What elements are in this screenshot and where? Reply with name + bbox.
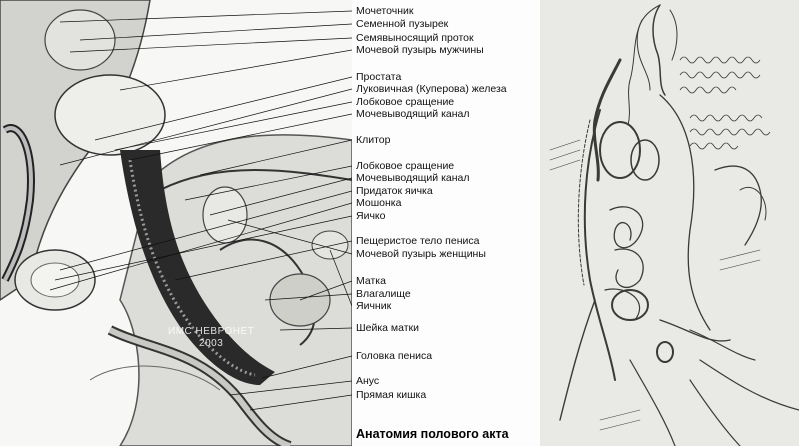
sketch-plate xyxy=(540,0,799,446)
label-testis: Яичко xyxy=(356,210,386,222)
label-cowper-gland: Луковичная (Куперова) железа xyxy=(356,83,507,95)
label-glans-penis: Головка пениса xyxy=(356,350,433,362)
label-urethra-2: Мочевыводящий канал xyxy=(356,172,470,184)
label-scrotum: Мошонка xyxy=(356,197,402,209)
label-pubic-symphysis-1: Лобковое сращение xyxy=(356,96,455,108)
label-epididymis: Придаток яичка xyxy=(356,185,433,197)
label-corpus-cavernosum: Пещеристое тело пениса xyxy=(356,235,480,247)
watermark xyxy=(168,326,254,350)
label-urethra-1: Мочевыводящий канал xyxy=(356,108,470,120)
label-female-bladder: Мочевой пузырь женщины xyxy=(356,248,486,260)
label-uterus: Матка xyxy=(356,275,386,287)
watermark-line-1: ИМС НЕВРОНЕТ xyxy=(168,326,255,337)
anatomy-illustration xyxy=(0,0,352,446)
label-male-bladder: Мочевой пузырь мужчины xyxy=(356,44,484,56)
label-vagina: Влагалище xyxy=(356,288,411,300)
label-ovary: Яичник xyxy=(356,300,392,312)
label-vas-deferens: Семявыносящий проток xyxy=(356,32,474,44)
label-seminal-vesicle: Семенной пузырек xyxy=(356,18,449,30)
label-rectum: Прямая кишка xyxy=(356,389,427,401)
label-ureter: Мочеточник xyxy=(356,5,414,17)
label-anus: Анус xyxy=(356,375,380,387)
watermark-line-2: 2003 xyxy=(199,338,224,349)
label-clitoris: Клитор xyxy=(356,134,391,146)
label-prostate: Простата xyxy=(356,71,402,83)
label-pubic-symphysis-2: Лобковое сращение xyxy=(356,160,455,172)
label-cervix: Шейка матки xyxy=(356,322,420,334)
label-column xyxy=(356,0,540,446)
renaissance-sketch xyxy=(540,0,799,446)
figure-caption: Анатомия полового акта xyxy=(356,427,509,441)
